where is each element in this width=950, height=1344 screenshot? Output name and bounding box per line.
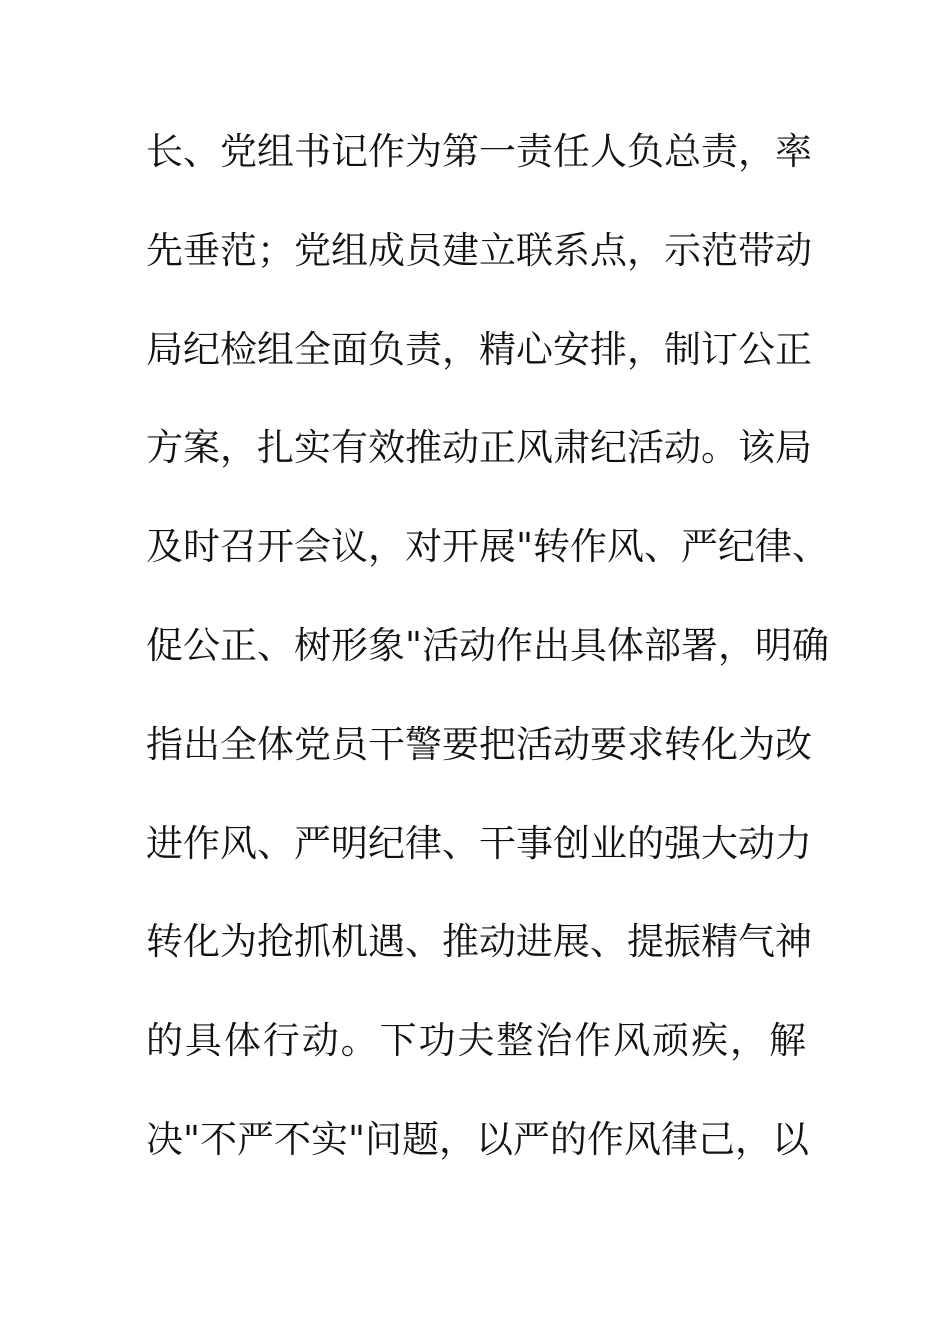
text-line: 先垂范；党组成员建立联系点，示范带动 [146, 228, 812, 272]
text-line: 及时召开会议，对开展"转作风、严纪律、 [146, 525, 830, 569]
text-line: 的具体行动。下功夫整治作风顽疾，解 [146, 1019, 806, 1063]
text-line: 进作风、严明纪律、干事创业的强大动力 [146, 821, 812, 865]
text-line: 局纪检组全面负责，精心安排，制订公正 [146, 327, 812, 371]
text-line: 方案，扎实有效推动正风肃纪活动。该局 [146, 426, 812, 470]
text-line: 长、党组书记作为第一责任人负总责，率 [146, 130, 812, 173]
body-paragraph [146, 122, 830, 1209]
text-line: 决"不严不实"问题，以严的作风律己，以 [146, 1117, 810, 1161]
text-line: 促公正、树形象"活动作出具体部署，明确 [146, 623, 830, 667]
text-line: 指出全体党员干警要把活动要求转化为改 [146, 722, 812, 766]
text-line: 转化为抢抓机遇、推动进展、提振精气神 [146, 920, 812, 964]
